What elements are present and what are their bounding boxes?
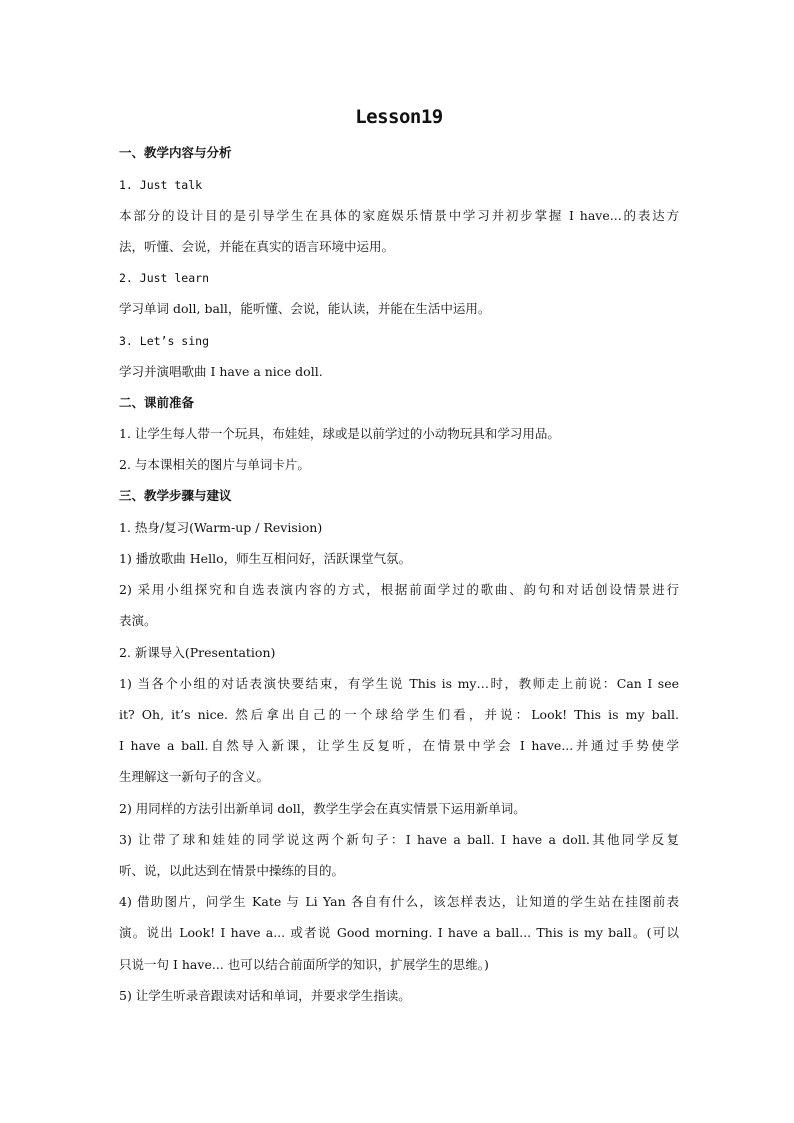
paragraph-line: 演。说出 Look! I have a... 或者说 Good morning. I have a ball... This is my ball。(可以: [119, 925, 679, 940]
paragraph-line: 1) 播放歌曲 Hello，师生互相问好，活跃课堂气氛。: [119, 551, 412, 566]
subsection-just-learn: 2. Just learn: [119, 271, 210, 285]
paragraph-line: I have a ball.自然导入新课，让学生反复听，在情景中学会 I have...并通过手势使学: [119, 738, 679, 753]
paragraph-line: 法，听懂、会说，并能在真实的语言环境中运用。: [119, 239, 395, 254]
step-heading-presentation: 2. 新课导入(Presentation): [119, 645, 276, 660]
paragraph-line: 4) 借助图片，问学生 Kate 与 Li Yan 各自有什么，该怎样表达，让知道的学生站在挂图前表: [119, 894, 679, 909]
paragraph-line: 表演。: [119, 613, 157, 628]
paragraph-line: 2. 与本课相关的图片与单词卡片。: [119, 457, 310, 472]
paragraph-line: 学习并演唱歌曲 I have a nice doll.: [119, 364, 323, 379]
paragraph-line: it? Oh, it’s nice. 然后拿出自己的一个球给学生们看，并说：Look! This is my ball.: [119, 707, 679, 722]
paragraph-line: 2) 采用小组探究和自选表演内容的方式，根据前面学过的歌曲、韵句和对话创设情景进行: [119, 582, 679, 597]
step-heading-warmup: 1. 热身/复习(Warm-up / Revision): [119, 520, 323, 535]
document-title: Lesson19: [355, 106, 443, 128]
section-heading-2: 二、课前准备: [119, 395, 195, 410]
section-heading-3: 三、教学步骤与建议: [119, 488, 232, 503]
paragraph-line: 1. 让学生每人带一个玩具，布娃娃，球或是以前学过的小动物玩具和学习用品。: [119, 426, 560, 441]
paragraph-line: 1) 当各个小组的对话表演快要结束，有学生说 This is my…时，教师走上前说：Can I see: [119, 676, 679, 691]
paragraph-line: 本部分的设计目的是引导学生在具体的家庭娱乐情景中学习并初步掌握 I have...的表达方: [119, 208, 679, 223]
paragraph-line: 3) 让带了球和娃娃的同学说这两个新句子：I have a ball. I have a doll.其他同学反复: [119, 832, 679, 847]
subsection-just-talk: 1. Just talk: [119, 178, 203, 192]
paragraph-line: 只说一句 I have... 也可以结合前面所学的知识，扩展学生的思维。): [119, 957, 489, 972]
paragraph-line: 学习单词 doll, ball，能听懂、会说，能认读，并能在生活中运用。: [119, 301, 491, 316]
paragraph-line: 5) 让学生听录音跟读对话和单词，并要求学生指读。: [119, 988, 411, 1003]
paragraph-line: 听、说，以此达到在情景中操练的目的。: [119, 863, 345, 878]
paragraph-line: 2) 用同样的方法引出新单词 doll，教学生学会在真实情景下运用新单词。: [119, 801, 526, 816]
subsection-lets-sing: 3. Let’s sing: [119, 334, 210, 348]
paragraph-line: 生理解这一新句子的含义。: [119, 769, 270, 784]
section-heading-1: 一、教学内容与分析: [119, 145, 232, 160]
